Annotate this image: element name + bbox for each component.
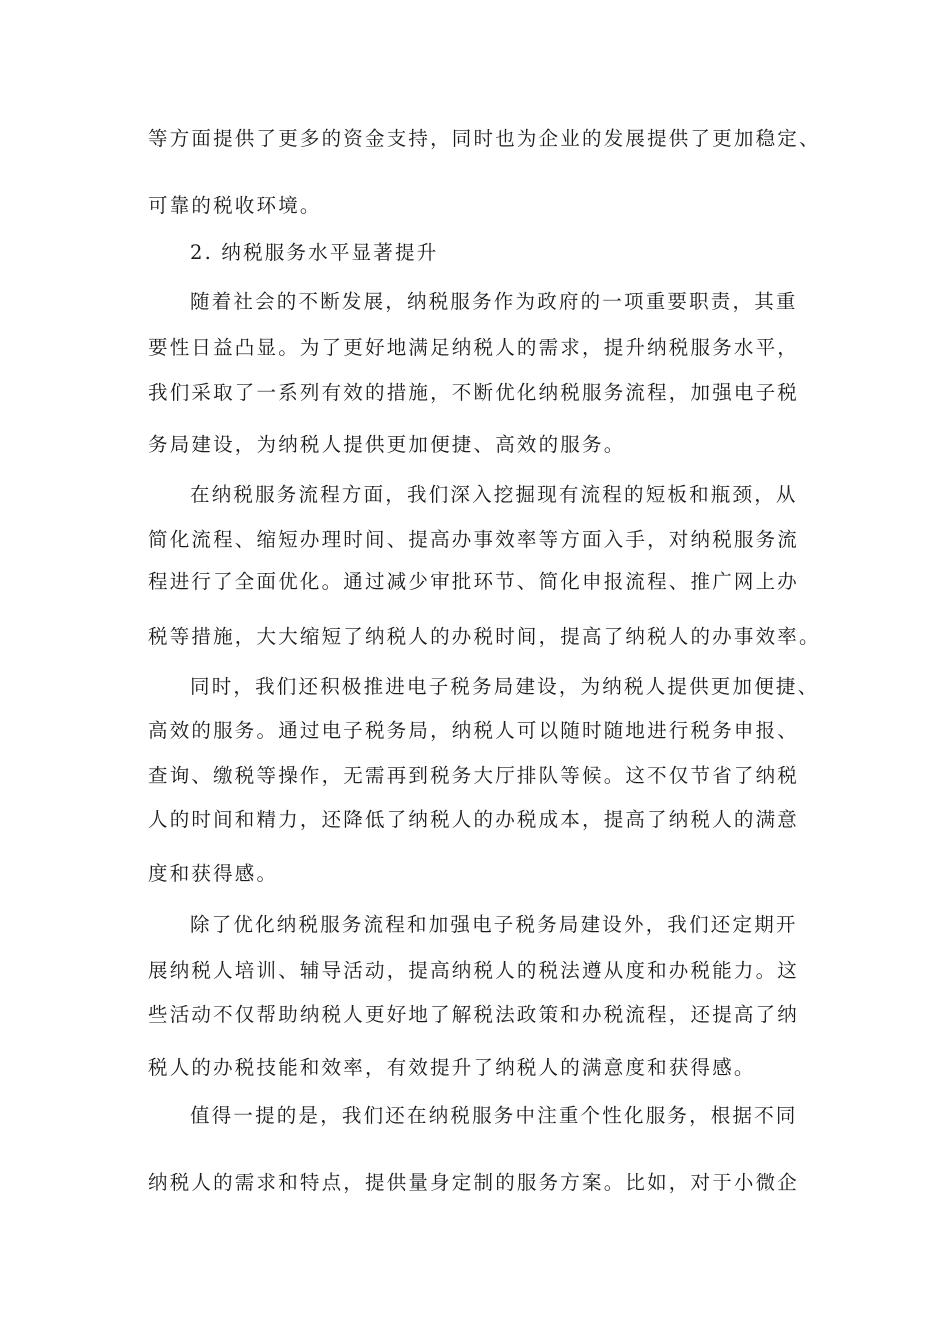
text-line: 税人的办税技能和效率，有效提升了纳税人的满意度和获得感。 [148,1056,756,1079]
text-line: 纳税人的需求和特点，提供量身定制的服务方案。比如，对于小微企 [148,1171,800,1194]
text-line: 同时，我们还积极推进电子税务局建设，为纳税人提供更加便捷、 [190,675,820,698]
text-line: 要性日益凸显。为了更好地满足纳税人的需求，提升纳税服务水平， [148,336,800,359]
section-heading: 2. 纳税服务水平显著提升 [190,241,439,264]
text-line: 高效的服务。通过电子税务局，纳税人可以随时随地进行税务申报、 [148,719,800,742]
text-line: 可靠的税收环境。 [148,194,322,217]
text-line: 等方面提供了更多的资金支持，同时也为企业的发展提供了更加稳定、 [148,127,821,150]
text-line: 务局建设，为纳税人提供更加便捷、高效的服务。 [148,433,626,456]
text-line: 些活动不仅帮助纳税人更好地了解税法政策和办税流程，还提高了纳 [148,1003,800,1026]
text-line: 查询、缴税等操作，无需再到税务大厅排队等候。这不仅节省了纳税 [148,764,800,787]
text-line: 除了优化纳税服务流程和加强电子税务局建设外，我们还定期开 [190,913,798,936]
text-line: 人的时间和精力，还降低了纳税人的办税成本，提高了纳税人的满意 [148,808,800,831]
text-line: 简化流程、缩短办理时间、提高办事效率等方面入手，对纳税服务流 [148,528,800,551]
text-line: 随着社会的不断发展，纳税服务作为政府的一项重要职责，其重 [190,290,798,313]
text-line: 值得一提的是，我们还在纳税服务中注重个性化服务，根据不同 [190,1104,798,1127]
text-line: 程进行了全面优化。通过减少审批环节、简化申报流程、推广网上办 [148,570,800,593]
text-line: 我们采取了一系列有效的措施，不断优化纳税服务流程，加强电子税 [148,381,800,404]
text-line: 在纳税服务流程方面，我们深入挖掘现有流程的短板和瓶颈，从 [190,483,798,506]
text-line: 度和获得感。 [148,862,279,885]
text-line: 展纳税人培训、辅导活动，提高纳税人的税法遵从度和办税能力。这 [148,959,800,982]
text-line: 税等措施，大大缩短了纳税人的办税时间，提高了纳税人的办事效率。 [148,625,821,648]
